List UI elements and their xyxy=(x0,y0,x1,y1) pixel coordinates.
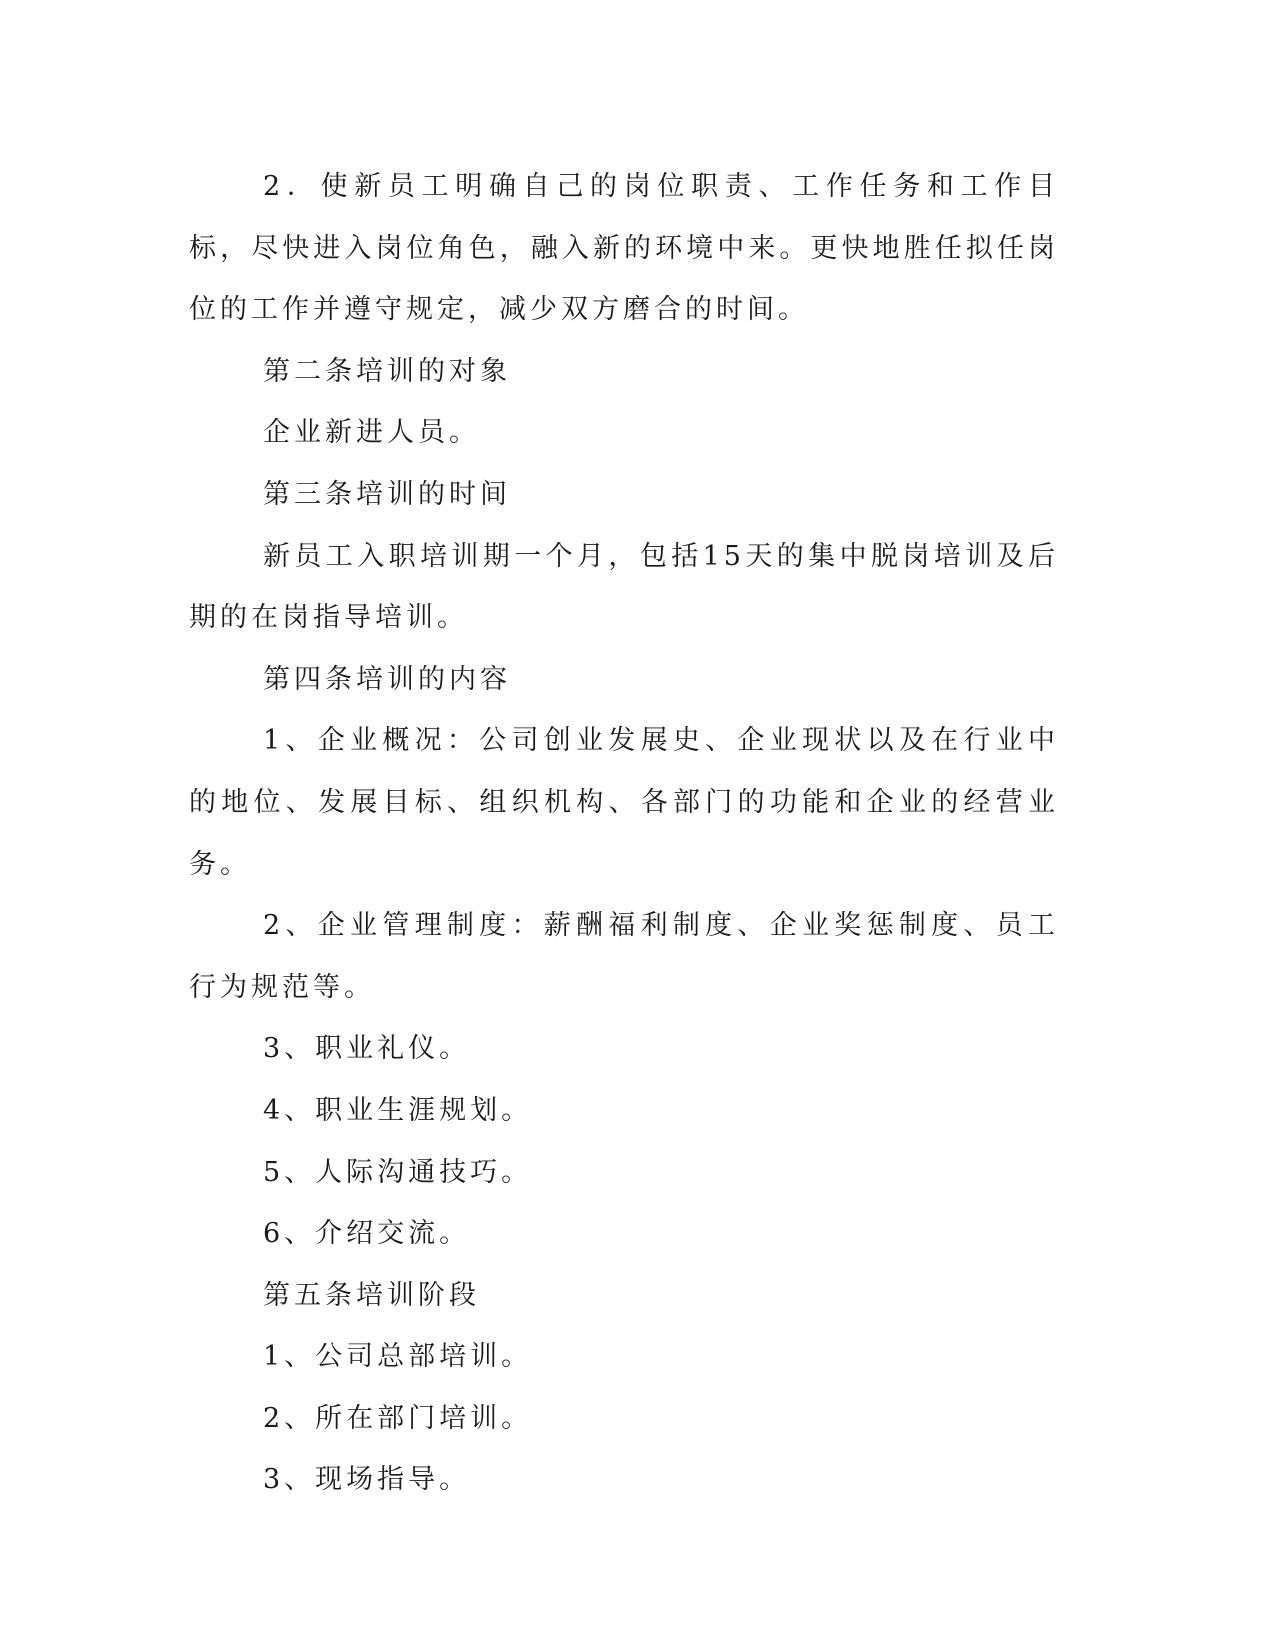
heading-article-2: 第二条培训的对象 xyxy=(263,355,511,387)
list-item-content-5: 5、人际沟通技巧。 xyxy=(263,1156,533,1188)
list-item-content-6: 6、介绍交流。 xyxy=(263,1218,471,1250)
list-item-stage-1: 1、公司总部培训。 xyxy=(263,1341,533,1373)
list-item-content-1: 1、企业概况：公司创业发展史、企业现状以及在行业中的地位、发展目标、组织机构、各部门的功能和企业的经营业务。 xyxy=(189,725,1059,880)
list-item-content-4: 4、职业生涯规划。 xyxy=(263,1094,533,1126)
list-item-stage-2: 2、所在部门培训。 xyxy=(263,1402,533,1434)
list-item-content-3: 3、职业礼仪。 xyxy=(263,1033,471,1065)
heading-article-5: 第五条培训阶段 xyxy=(263,1279,480,1311)
list-item-content-2: 2、企业管理制度：薪酬福利制度、企业奖惩制度、员工行为规范等。 xyxy=(189,910,1059,1003)
heading-article-3: 第三条培训的时间 xyxy=(263,478,511,510)
heading-article-4: 第四条培训的内容 xyxy=(263,663,511,695)
paragraph-objective-2: 2．使新员工明确自己的岗位职责、工作任务和工作目标，尽快进入岗位角色，融入新的环境中来。更快地胜任拟任岗位的工作并遵守规定，减少双方磨合的时间。 xyxy=(189,171,1059,326)
document-body xyxy=(189,156,1059,1511)
paragraph-training-target: 企业新进人员。 xyxy=(263,417,480,449)
paragraph-training-time: 新员工入职培训期一个月，包括15天的集中脱岗培训及后期的在岗指导培训。 xyxy=(189,540,1059,634)
list-item-stage-3: 3、现场指导。 xyxy=(263,1464,471,1496)
